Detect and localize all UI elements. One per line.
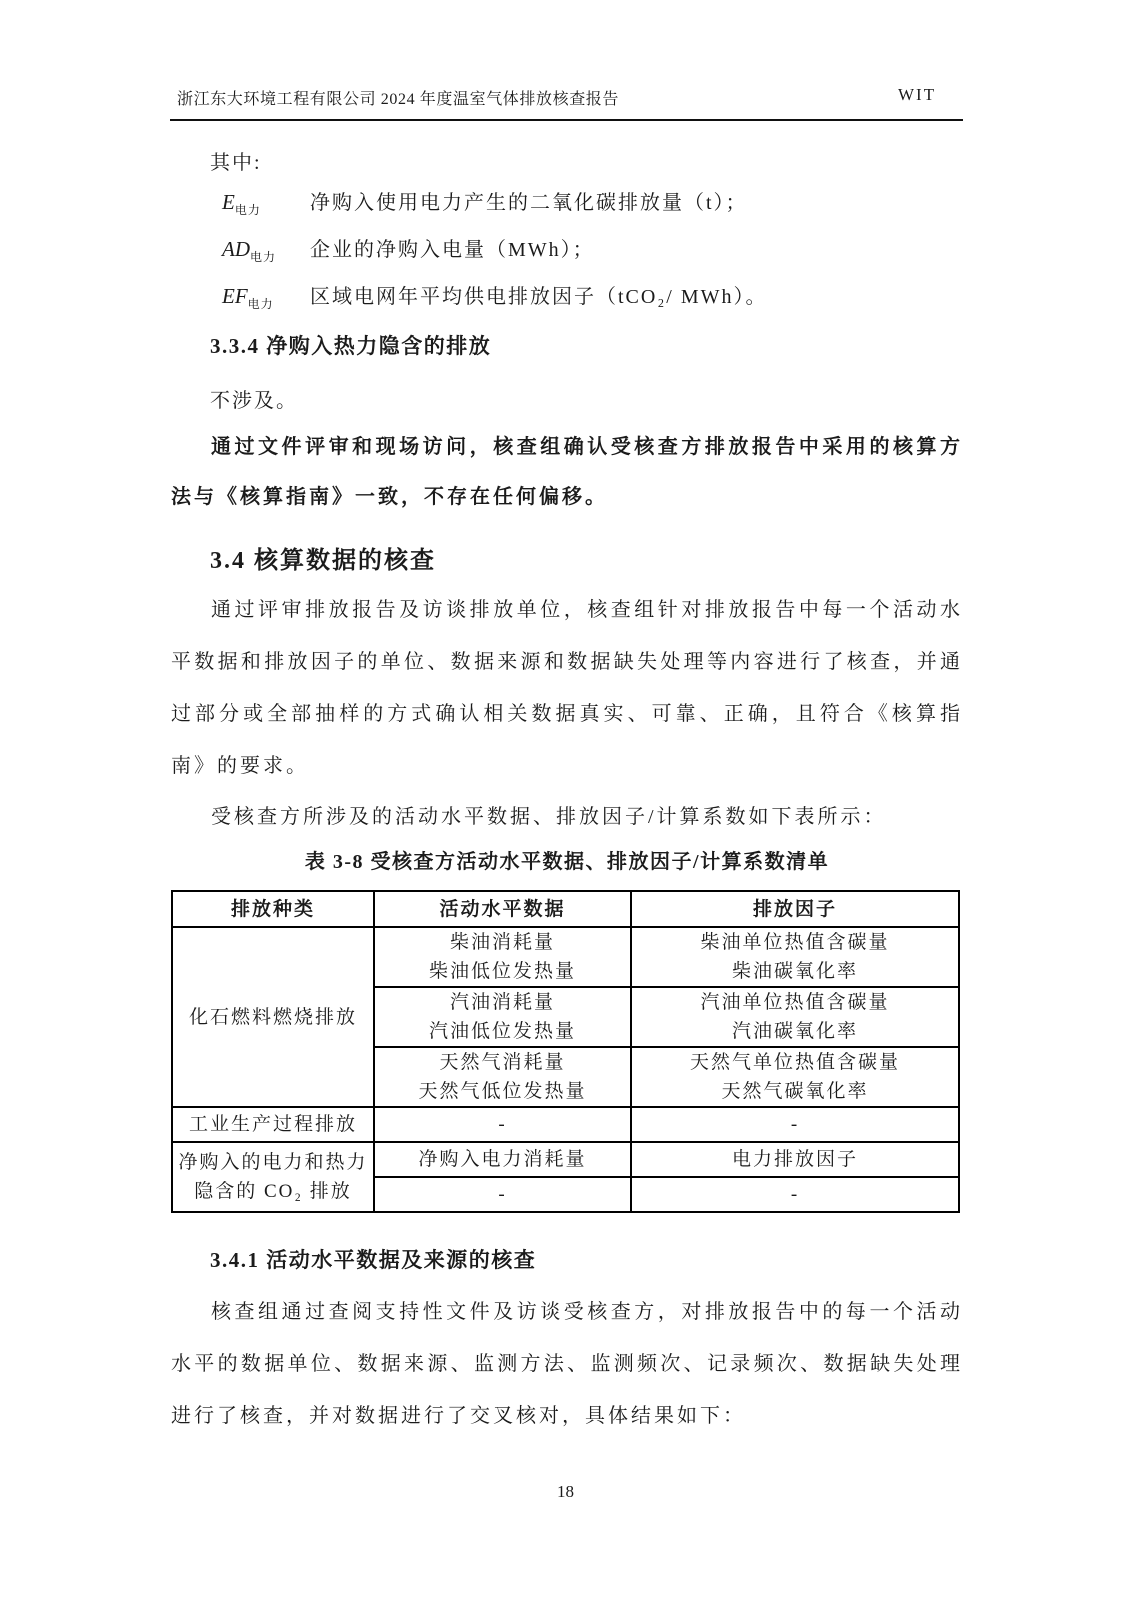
definition-text: 区域电网年平均供电排放因子（tCO₂/ MWh）。	[310, 286, 768, 308]
page-number: 18	[557, 1482, 574, 1501]
definition-symbol: $AD_{电力}$	[222, 237, 277, 265]
definition-text: 企业的净购入电量（MWh）；	[310, 239, 595, 261]
paragraph-verification-scope: 通过评审排放报告及访谈排放单位，核查组针对排放报告中每一个活动水平数据和排放因子的单位、数据来源和数据缺失处理等内容进行了核查，并通过部分或全部抽样的方式确认相关数据真实、可靠、正确，且符合《核算指南》的要求。	[171, 599, 963, 777]
table-cell-activity: -	[374, 1107, 631, 1142]
table-row	[172, 927, 959, 987]
definition-list	[222, 186, 962, 327]
table-col-header-factor: 排放因子	[631, 891, 959, 927]
definition-subscript: 电力	[250, 250, 277, 265]
table-caption: 表 3-8 受核查方活动水平数据、排放因子/计算系数清单	[304, 851, 830, 873]
definition-symbol: $E_{电力}$	[222, 190, 261, 218]
table-col-header-activity: 活动水平数据	[374, 891, 631, 927]
table-row	[172, 1142, 959, 1177]
definition-symbol: $EF_{电力}$	[222, 284, 274, 312]
table-cell-category: 净购入的电力和热力 隐含的 CO₂ 排放	[172, 1142, 374, 1212]
header-brand: WIT	[898, 85, 937, 104]
header-title: 浙江东大环境工程有限公司 2024 年度温室气体排放核查报告	[177, 91, 620, 108]
table-cell-factor: -	[631, 1107, 959, 1142]
table-header-row	[172, 891, 959, 927]
where-label: 其中:	[210, 152, 262, 174]
table-cell-factor: 柴油单位热值含碳量 柴油碳氧化率	[631, 927, 959, 987]
table-cell-activity: -	[374, 1177, 631, 1212]
definition-subscript: 电力	[234, 203, 261, 218]
definition-text: 净购入使用电力产生的二氧化碳排放量（t）；	[310, 192, 748, 214]
table-cell-activity: 柴油消耗量 柴油低位发热量	[374, 927, 631, 987]
table-cell-factor: 汽油单位热值含碳量 汽油碳氧化率	[631, 987, 959, 1047]
table-cell-factor: 天然气单位热值含碳量 天然气碳氧化率	[631, 1047, 959, 1107]
table-cell-activity: 汽油消耗量 汽油低位发热量	[374, 987, 631, 1047]
section-heading-3-4-1: 3.4.1 活动水平数据及来源的核查	[210, 1248, 537, 1272]
definition-row	[222, 233, 962, 280]
table-row	[172, 1107, 959, 1142]
table-col-header-category: 排放种类	[172, 891, 374, 927]
section-heading-3-3-4: 3.3.4 净购入热力隐含的排放	[210, 334, 492, 358]
paragraph-not-involved: 不涉及。	[210, 390, 298, 412]
table-cell-factor: 电力排放因子	[631, 1142, 959, 1177]
table-cell-category: 工业生产过程排放	[172, 1107, 374, 1142]
section-heading-3-4: 3.4 核算数据的核查	[210, 548, 436, 574]
table-cell-factor: -	[631, 1177, 959, 1212]
paragraph-activity-check: 核查组通过查阅支持性文件及访谈受核查方，对排放报告中的每一个活动水平的数据单位、数据来源、监测方法、监测频次、记录频次、数据缺失处理进行了核查，并对数据进行了交叉核对，具体结果如下：	[171, 1301, 963, 1427]
definition-subscript: 电力	[247, 297, 274, 312]
table-cell-category: 化石燃料燃烧排放	[172, 927, 374, 1107]
paragraph-confirmation: 通过文件评审和现场访问，核查组确认受核查方排放报告中采用的核算方法与《核算指南》一致，不存在任何偏移。	[171, 436, 963, 508]
header-rule	[170, 119, 963, 121]
activity-factor-table	[171, 890, 960, 1213]
definition-row	[222, 186, 962, 233]
table-cell-activity: 净购入电力消耗量	[374, 1142, 631, 1177]
table-cell-activity: 天然气消耗量 天然气低位发热量	[374, 1047, 631, 1107]
paragraph-table-intro: 受核查方所涉及的活动水平数据、排放因子/计算系数如下表所示：	[211, 806, 887, 828]
definition-row	[222, 280, 962, 327]
